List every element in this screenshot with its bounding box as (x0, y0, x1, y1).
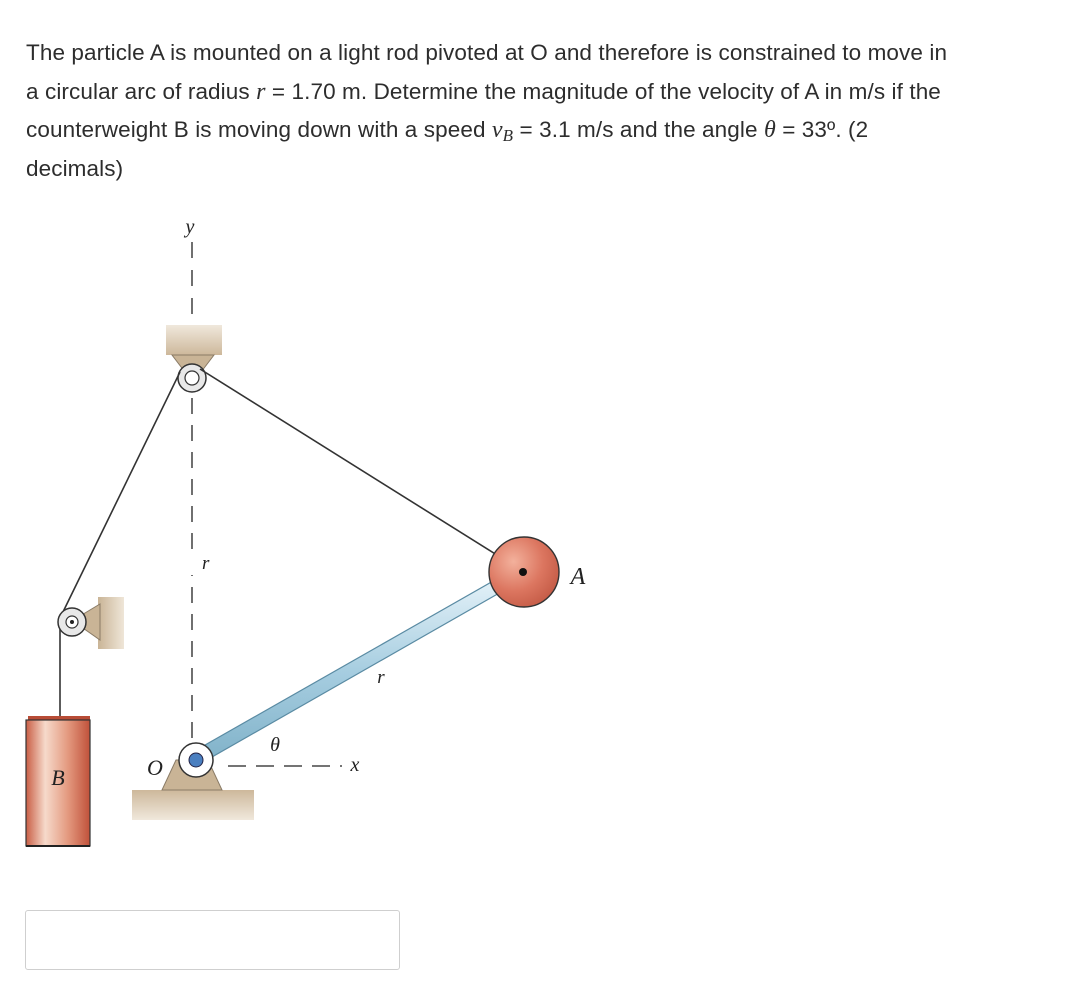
radius-variable: r (256, 78, 266, 105)
x-axis-label: x (350, 754, 360, 776)
question-text (26, 34, 1061, 188)
counterweight-B-label: B (51, 765, 65, 790)
ground-support (132, 790, 254, 820)
vertical-radius-label: r (202, 553, 210, 574)
pivot-O-label: O (147, 755, 163, 780)
question-line-1: The particle A is mounted on a light rod pivoted at O and therefore is constrained to move in (26, 40, 948, 65)
question-line-3-post: = 33º. (2 (775, 117, 869, 142)
answer-input[interactable] (25, 910, 400, 970)
angle-theta-label: θ (270, 734, 280, 756)
question-line-2-post: = 1.70 m. Determine the magnitude of the velocity of A in m/s if the (265, 78, 941, 104)
question-line-3-mid: = 3.1 m/s and the angle (513, 117, 764, 142)
cord-to-side-pulley (62, 372, 180, 614)
pivot-dot-icon (189, 753, 203, 767)
side-pulley-axle (70, 620, 74, 624)
question-line-3-pre: counterweight B is moving down with a speed (26, 117, 492, 142)
top-pulley-inner (185, 371, 199, 385)
ceiling-support (166, 325, 222, 355)
particle-A-attachment (519, 568, 527, 576)
speed-variable-subscript: B (502, 126, 514, 145)
question-line-4: decimals) (26, 155, 124, 181)
particle-A-label: A (570, 564, 586, 590)
rod-OA (191, 580, 501, 765)
question-line-2-pre: a circular arc of radius (26, 78, 257, 104)
speed-variable: v (491, 117, 503, 143)
mechanism-figure (0, 200, 640, 860)
rod-radius-label: r (377, 667, 385, 688)
wall-support (98, 597, 124, 649)
cord-to-A (200, 369, 524, 572)
angle-variable: θ (763, 117, 776, 143)
y-axis-label: y (185, 216, 195, 238)
